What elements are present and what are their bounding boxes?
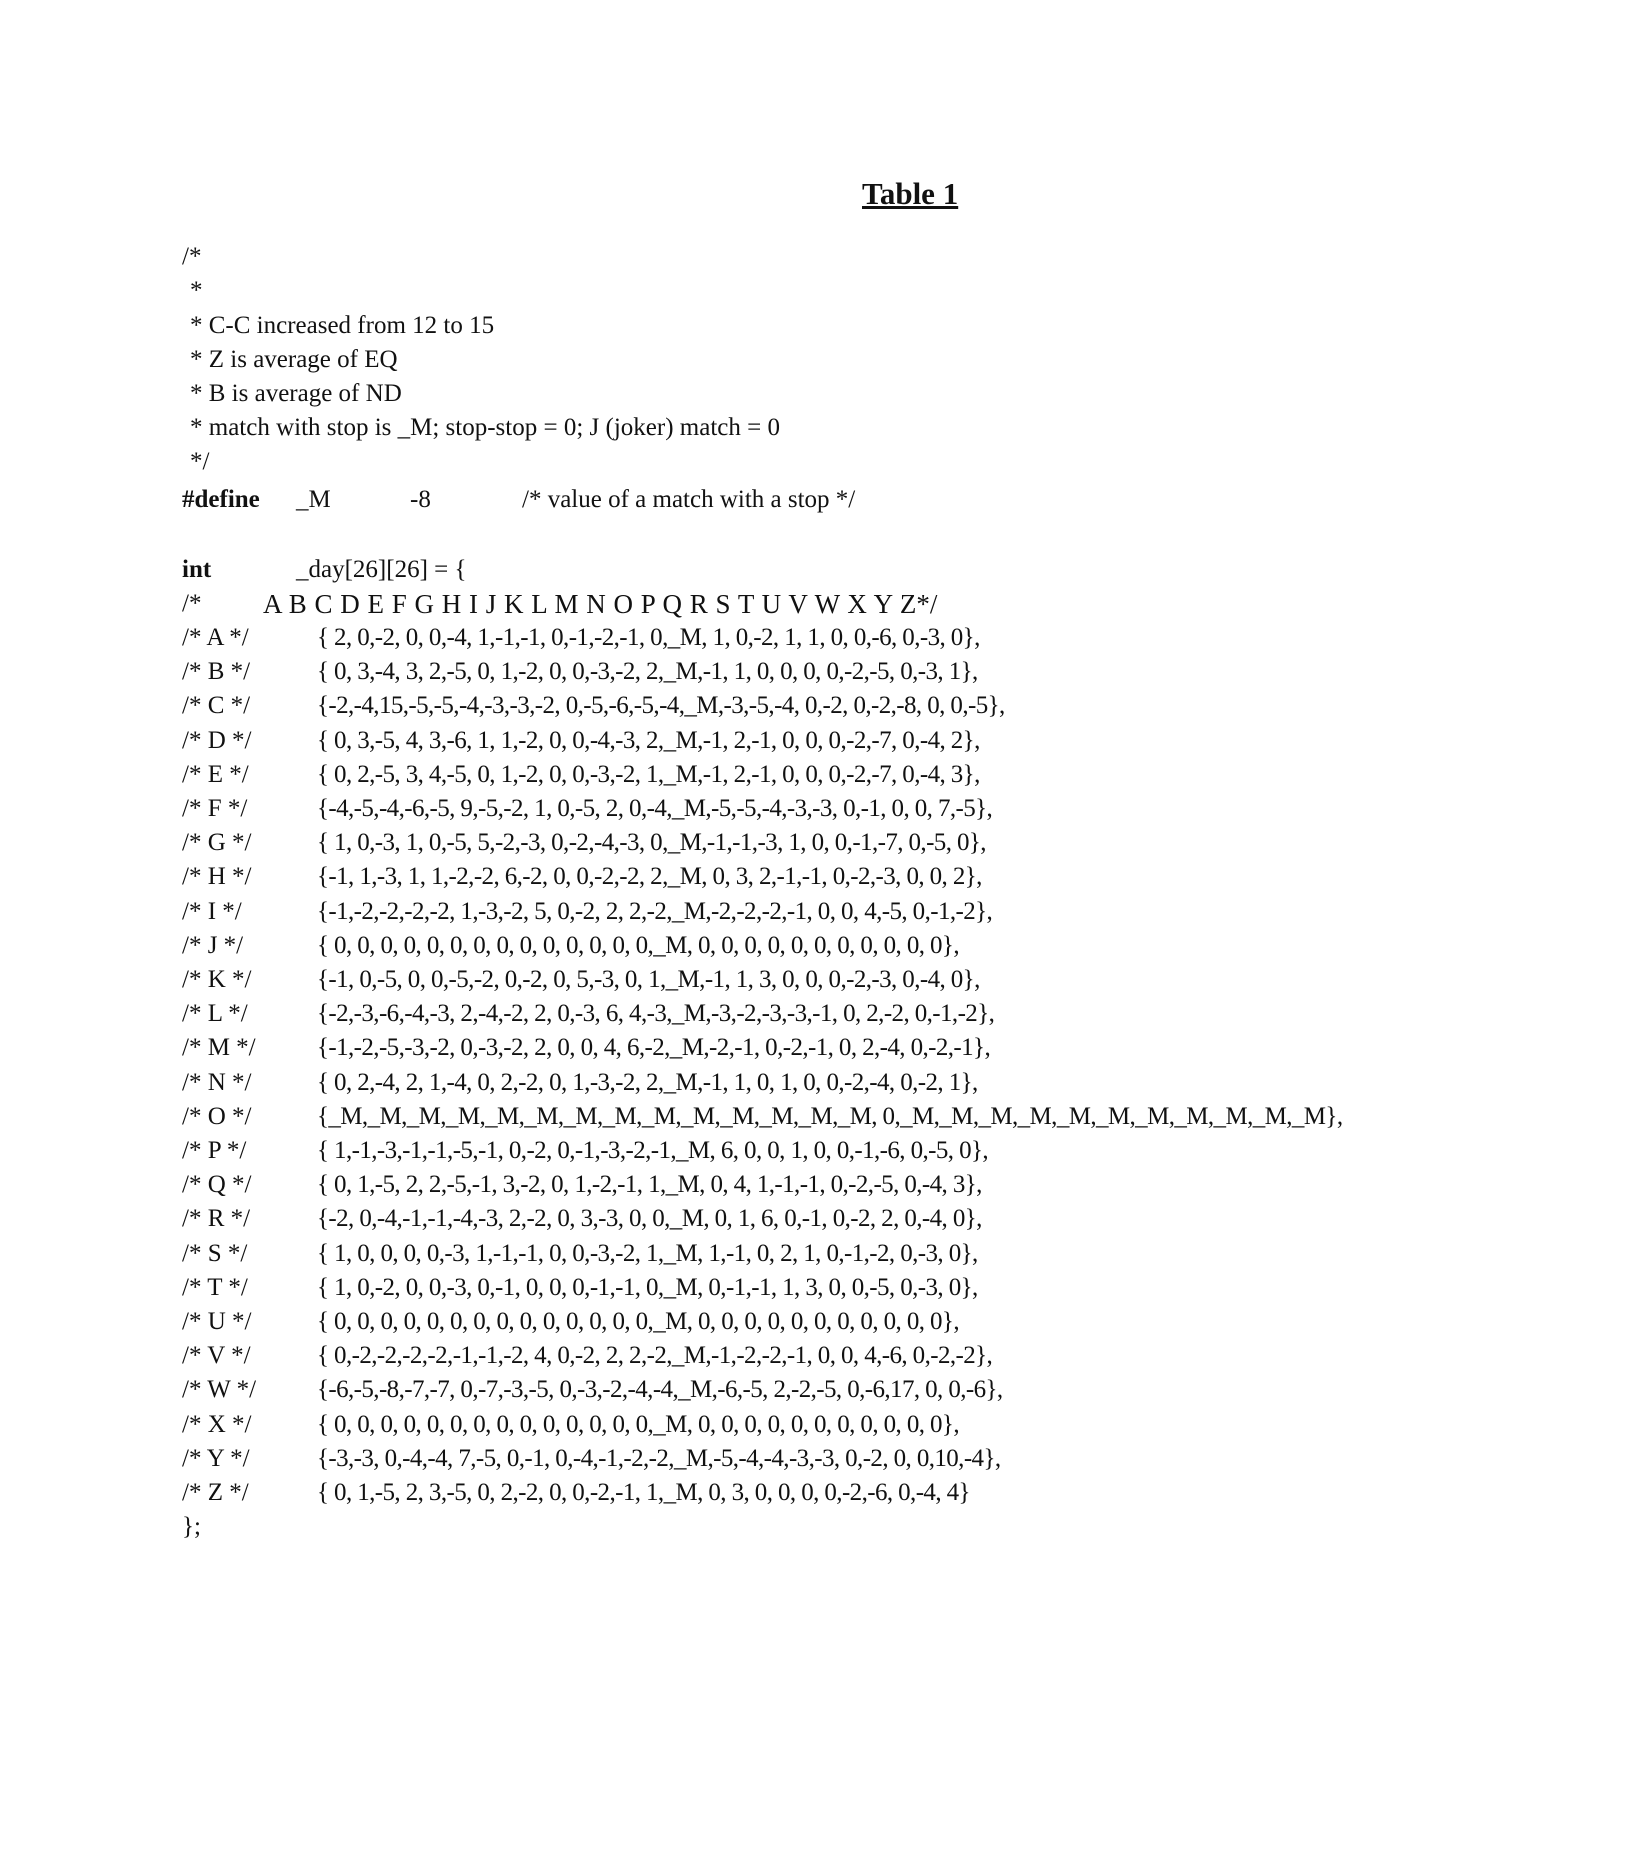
row-values: { 0,-2,-2,-2,-2,-1,-1,-2, 4, 0,-2, 2, 2,-2,_M,-1,-2,-2,-1, 0, 0, 4,-6, 0,-2,-2},	[317, 1339, 992, 1373]
row-values: {-1,-2,-2,-2,-2, 1,-3,-2, 5, 0,-2, 2, 2,-2,_M,-2,-2,-2,-1, 0, 0, 4,-5, 0,-1,-2},	[317, 895, 992, 929]
declaration-name: _day[26][26] = {	[296, 553, 467, 587]
row-label: /* D */	[182, 724, 251, 758]
row-values: { 0, 2,-4, 2, 1,-4, 0, 2,-2, 0, 1,-3,-2, 2,_M,-1, 1, 0, 1, 0, 0,-2,-4, 0,-2, 1},	[317, 1066, 978, 1100]
comment-line: *	[190, 274, 203, 308]
define-keyword: #define	[182, 483, 260, 517]
row-label: /* W */	[182, 1373, 256, 1407]
row-label: /* G */	[182, 826, 251, 860]
closing-brace: };	[182, 1510, 201, 1544]
column-header-open: /*	[182, 587, 201, 621]
row-label: /* R */	[182, 1202, 250, 1236]
row-label: /* E */	[182, 758, 249, 792]
row-label: /* C */	[182, 689, 250, 723]
row-values: {-3,-3, 0,-4,-4, 7,-5, 0,-1, 0,-4,-1,-2,-2,_M,-5,-4,-4,-3,-3, 0,-2, 0, 0,10,-4},	[317, 1442, 1001, 1476]
row-values: { 0, 1,-5, 2, 3,-5, 0, 2,-2, 0, 0,-2,-1, 1,_M, 0, 3, 0, 0, 0, 0,-2,-6, 0,-4, 4}	[317, 1476, 970, 1510]
row-values: { 0, 2,-5, 3, 4,-5, 0, 1,-2, 0, 0,-3,-2, 1,_M,-1, 2,-1, 0, 0, 0,-2,-7, 0,-4, 3},	[317, 758, 980, 792]
row-label: /* F */	[182, 792, 247, 826]
row-label: /* I */	[182, 895, 242, 929]
define-name: _M	[296, 483, 331, 517]
row-values: { 1, 0, 0, 0, 0,-3, 1,-1,-1, 0, 0,-3,-2, 1,_M, 1,-1, 0, 2, 1, 0,-1,-2, 0,-3, 0},	[317, 1237, 978, 1271]
row-label: /* Y */	[182, 1442, 250, 1476]
row-values: { 0, 3,-5, 4, 3,-6, 1, 1,-2, 0, 0,-4,-3, 2,_M,-1, 2,-1, 0, 0, 0,-2,-7, 0,-4, 2},	[317, 724, 980, 758]
comment-line: * match with stop is _M; stop-stop = 0; J (joker) match = 0	[190, 411, 780, 445]
declaration-type: int	[182, 553, 211, 587]
column-header-letters: A B C D E F G H I J K L M N O P Q R S T U V W X Y Z*/	[263, 587, 937, 621]
row-values: {-2,-3,-6,-4,-3, 2,-4,-2, 2, 0,-3, 6, 4,-3,_M,-3,-2,-3,-3,-1, 0, 2,-2, 0,-1,-2},	[317, 997, 994, 1031]
row-values: { 1, 0,-3, 1, 0,-5, 5,-2,-3, 0,-2,-4,-3, 0,_M,-1,-1,-3, 1, 0, 0,-1,-7, 0,-5, 0},	[317, 826, 986, 860]
row-values: { 0, 0, 0, 0, 0, 0, 0, 0, 0, 0, 0, 0, 0, 0,_M, 0, 0, 0, 0, 0, 0, 0, 0, 0, 0, 0},	[317, 1305, 959, 1339]
row-values: {_M,_M,_M,_M,_M,_M,_M,_M,_M,_M,_M,_M,_M,_M, 0,_M,_M,_M,_M,_M,_M,_M,_M,_M,_M,_M},	[317, 1100, 1342, 1134]
row-values: {-6,-5,-8,-7,-7, 0,-7,-3,-5, 0,-3,-2,-4,-4,_M,-6,-5, 2,-2,-5, 0,-6,17, 0, 0,-6},	[317, 1373, 1003, 1407]
row-label: /* S */	[182, 1237, 247, 1271]
comment-line: */	[190, 445, 209, 479]
row-values: {-1,-2,-5,-3,-2, 0,-3,-2, 2, 0, 0, 4, 6,-2,_M,-2,-1, 0,-2,-1, 0, 2,-4, 0,-2,-1},	[317, 1031, 990, 1065]
row-label: /* P */	[182, 1134, 246, 1168]
row-values: {-2, 0,-4,-1,-1,-4,-3, 2,-2, 0, 3,-3, 0, 0,_M, 0, 1, 6, 0,-1, 0,-2, 2, 0,-4, 0},	[317, 1202, 982, 1236]
comment-line: * C-C increased from 12 to 15	[190, 309, 494, 343]
row-values: {-1, 1,-3, 1, 1,-2,-2, 6,-2, 0, 0,-2,-2, 2,_M, 0, 3, 2,-1,-1, 0,-2,-3, 0, 0, 2},	[317, 860, 982, 894]
define-comment: /* value of a match with a stop */	[522, 483, 855, 517]
row-label: /* O */	[182, 1100, 251, 1134]
comment-line: * B is average of ND	[190, 377, 402, 411]
row-label: /* B */	[182, 655, 250, 689]
row-values: { 1,-1,-3,-1,-1,-5,-1, 0,-2, 0,-1,-3,-2,-1,_M, 6, 0, 0, 1, 0, 0,-1,-6, 0,-5, 0},	[317, 1134, 988, 1168]
row-values: { 0, 0, 0, 0, 0, 0, 0, 0, 0, 0, 0, 0, 0, 0,_M, 0, 0, 0, 0, 0, 0, 0, 0, 0, 0, 0},	[317, 1408, 959, 1442]
row-label: /* V */	[182, 1339, 251, 1373]
row-values: { 1, 0,-2, 0, 0,-3, 0,-1, 0, 0, 0,-1,-1, 0,_M, 0,-1,-1, 1, 3, 0, 0,-5, 0,-3, 0},	[317, 1271, 978, 1305]
row-label: /* N */	[182, 1066, 251, 1100]
row-label: /* L */	[182, 997, 248, 1031]
row-label: /* T */	[182, 1271, 248, 1305]
comment-line: /*	[182, 240, 201, 274]
row-values: { 0, 1,-5, 2, 2,-5,-1, 3,-2, 0, 1,-2,-1, 1,_M, 0, 4, 1,-1,-1, 0,-2,-5, 0,-4, 3},	[317, 1168, 982, 1202]
row-values: { 0, 3,-4, 3, 2,-5, 0, 1,-2, 0, 0,-3,-2, 2,_M,-1, 1, 0, 0, 0, 0,-2,-5, 0,-3, 1},	[317, 655, 978, 689]
row-values: { 2, 0,-2, 0, 0,-4, 1,-1,-1, 0,-1,-2,-1, 0,_M, 1, 0,-2, 1, 1, 0, 0,-6, 0,-3, 0},	[317, 621, 980, 655]
comment-line: * Z is average of EQ	[190, 343, 398, 377]
row-label: /* X */	[182, 1408, 251, 1442]
row-label: /* M */	[182, 1031, 256, 1065]
row-values: {-1, 0,-5, 0, 0,-5,-2, 0,-2, 0, 5,-3, 0, 1,_M,-1, 1, 3, 0, 0, 0,-2,-3, 0,-4, 0},	[317, 963, 980, 997]
row-label: /* H */	[182, 860, 251, 894]
row-label: /* U */	[182, 1305, 251, 1339]
define-value: -8	[410, 483, 431, 517]
row-label: /* J */	[182, 929, 243, 963]
row-label: /* A */	[182, 621, 249, 655]
table-title: Table 1	[862, 176, 958, 212]
row-label: /* Z */	[182, 1476, 249, 1510]
row-values: {-4,-5,-4,-6,-5, 9,-5,-2, 1, 0,-5, 2, 0,-4,_M,-5,-5,-4,-3,-3, 0,-1, 0, 0, 7,-5},	[317, 792, 992, 826]
row-values: {-2,-4,15,-5,-5,-4,-3,-3,-2, 0,-5,-6,-5,-4,_M,-3,-5,-4, 0,-2, 0,-2,-8, 0, 0,-5},	[317, 689, 1005, 723]
row-label: /* Q */	[182, 1168, 251, 1202]
row-label: /* K */	[182, 963, 251, 997]
row-values: { 0, 0, 0, 0, 0, 0, 0, 0, 0, 0, 0, 0, 0, 0,_M, 0, 0, 0, 0, 0, 0, 0, 0, 0, 0, 0},	[317, 929, 959, 963]
